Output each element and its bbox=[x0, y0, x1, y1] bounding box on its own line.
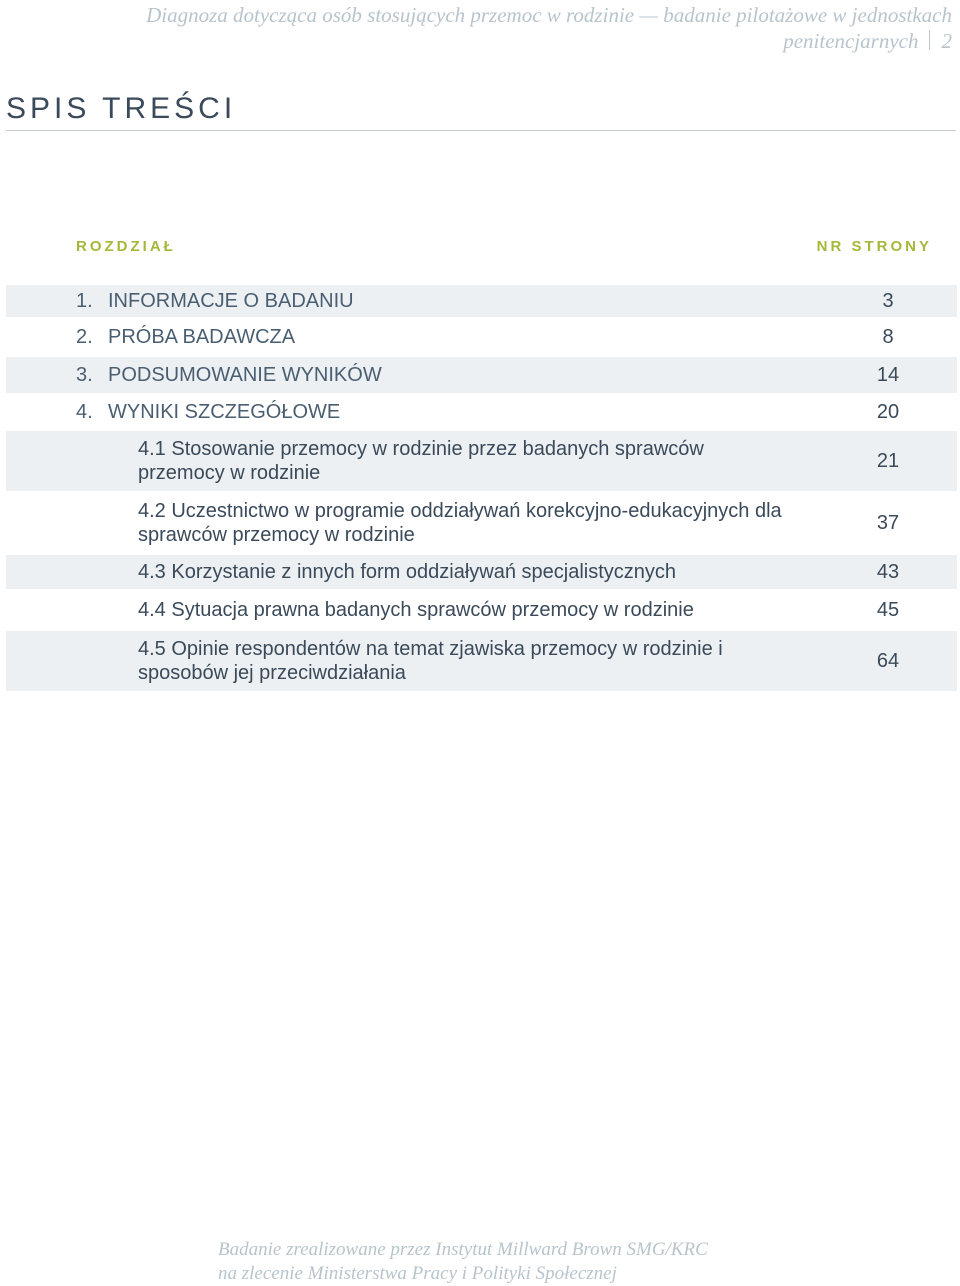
toc-entry-title: 4.2 Uczestnictwo w programie oddziaływań korekcyjno-edukacyjnych dla sprawców przemocy w rodzinie bbox=[138, 500, 782, 546]
column-header-page: NR STRONY bbox=[816, 238, 932, 255]
toc-entry-4-2[interactable] bbox=[6, 493, 957, 555]
header-page-number: 2 bbox=[941, 29, 952, 53]
toc-entry-4-3[interactable] bbox=[6, 555, 957, 591]
page-footer bbox=[218, 1238, 708, 1286]
toc-entry-page: 20 bbox=[876, 400, 900, 423]
toc-entry-4[interactable] bbox=[6, 395, 957, 431]
toc-entry-title: 4.4 Sytuacja prawna badanych sprawców przemocy w rodzinie bbox=[138, 599, 694, 621]
toc-entry-4-1[interactable] bbox=[6, 431, 957, 493]
running-header bbox=[52, 2, 952, 54]
toc-entry-page: 37 bbox=[876, 511, 900, 534]
column-header-chapter: ROZDZIAŁ bbox=[76, 238, 176, 255]
toc-entry-title: 2. PRÓBA BADAWCZA bbox=[76, 326, 296, 348]
toc-entry-page: 14 bbox=[876, 363, 900, 386]
toc-entry-title: 3. PODSUMOWANIE WYNIKÓW bbox=[76, 364, 382, 386]
toc-entry-page: 43 bbox=[876, 560, 900, 583]
toc-list bbox=[6, 285, 957, 693]
toc-entry-page: 45 bbox=[876, 598, 900, 621]
toc-divider bbox=[6, 130, 956, 131]
toc-entry-page: 21 bbox=[876, 449, 900, 472]
toc-entry-title: 4. WYNIKI SZCZEGÓŁOWE bbox=[76, 401, 341, 423]
toc-entry-page: 8 bbox=[882, 325, 894, 348]
toc-entry-title: 4.5 Opinie respondentów na temat zjawiska przemocy w rodzinie i sposobów jej przeciwdziałania bbox=[138, 638, 723, 684]
toc-entry-title: 4.3 Korzystanie z innych form oddziaływań specjalistycznych bbox=[138, 561, 677, 583]
toc-entry-title: 1. INFORMACJE O BADANIU bbox=[76, 290, 354, 312]
toc-entry-4-5[interactable] bbox=[6, 631, 957, 693]
toc-entry-4-4[interactable] bbox=[6, 591, 957, 631]
toc-entry-1[interactable] bbox=[6, 285, 957, 319]
toc-entry-page: 3 bbox=[882, 289, 894, 312]
header-separator bbox=[929, 30, 930, 50]
footer-line-2: na zlecenie Ministerstwa Pracy i Polityki Społecznej bbox=[218, 1263, 617, 1284]
header-title: Diagnoza dotycząca osób stosujących przemoc w rodzinie — badanie pilotażowe w jednostkach penitencjarnych bbox=[146, 3, 952, 53]
toc-entry-page: 64 bbox=[876, 649, 900, 672]
toc-entry-2[interactable] bbox=[6, 319, 957, 357]
toc-entry-3[interactable] bbox=[6, 357, 957, 395]
toc-heading: SPIS TREŚCI bbox=[6, 92, 237, 125]
footer-line-1: Badanie zrealizowane przez Instytut Millward Brown SMG/KRC bbox=[218, 1239, 708, 1260]
toc-entry-title: 4.1 Stosowanie przemocy w rodzinie przez badanych sprawców przemocy w rodzinie bbox=[138, 438, 704, 484]
